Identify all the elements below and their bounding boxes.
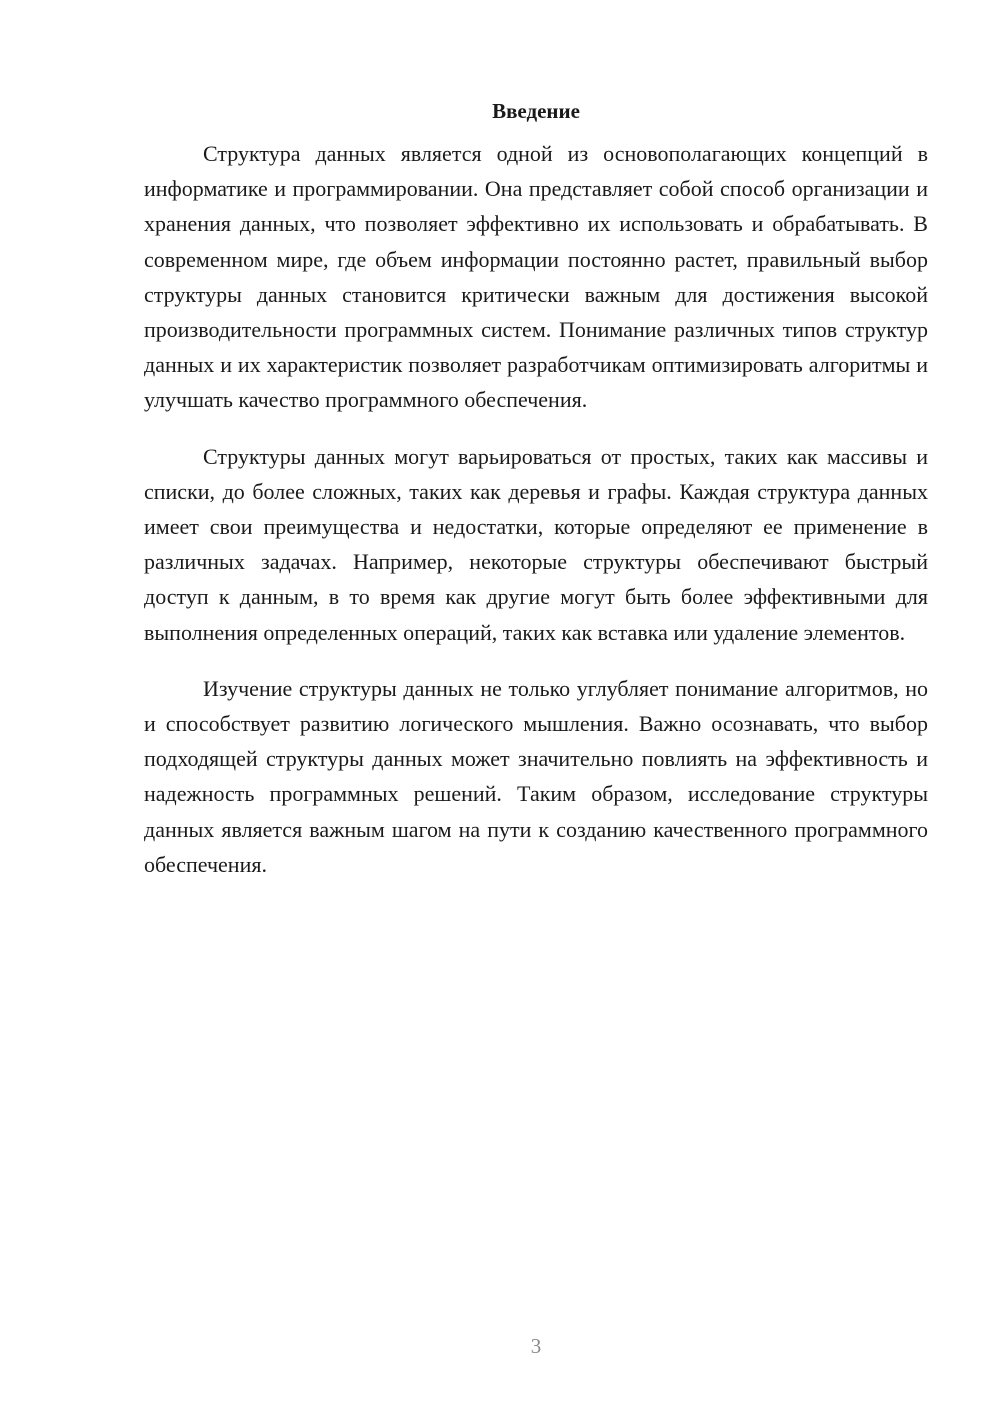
- page-number: 3: [530, 1334, 542, 1358]
- paragraph-2: Структуры данных могут варьироваться от простых, таких как массивы и списки, до более сложных, таких как деревья и графы. Каждая структура данных имеет свои преимущества и недостатки, которые определяют ее применение в различных задачах. Например, некоторые структуры обеспечивают быстрый доступ к данным, в то время как другие могут быть более эффективными для выполнения определенных операций, таких как вставка или удаление элементов.: [144, 443, 928, 645]
- paragraph-1: Структура данных является одной из основополагающих концепций в информатике и программировании. Она представляет собой способ организации и хранения данных, что позволяет эффективно их использовать и обрабатывать. В современном мире, где объем информации постоянно растет, правильный выбор структуры данных становится критически важным для достижения высокой производительности программных систем. Понимание различных типов структур данных и их характеристик позволяет разработчикам оптимизировать алгоритмы и улучшать качество программного обеспечения.: [144, 141, 928, 413]
- paragraph-3: Изучение структуры данных не только углубляет понимание алгоритмов, но и способствует развитию логического мышления. Важно осознавать, что выбор подходящей структуры данных может значительно повлиять на эффективность и надежность программных решений. Таким образом, исследование структуры данных является важным шагом на пути к созданию качественного программного обеспечения.: [144, 675, 928, 877]
- section-heading: Введение: [492, 99, 580, 123]
- document-page: [144, 96, 928, 903]
